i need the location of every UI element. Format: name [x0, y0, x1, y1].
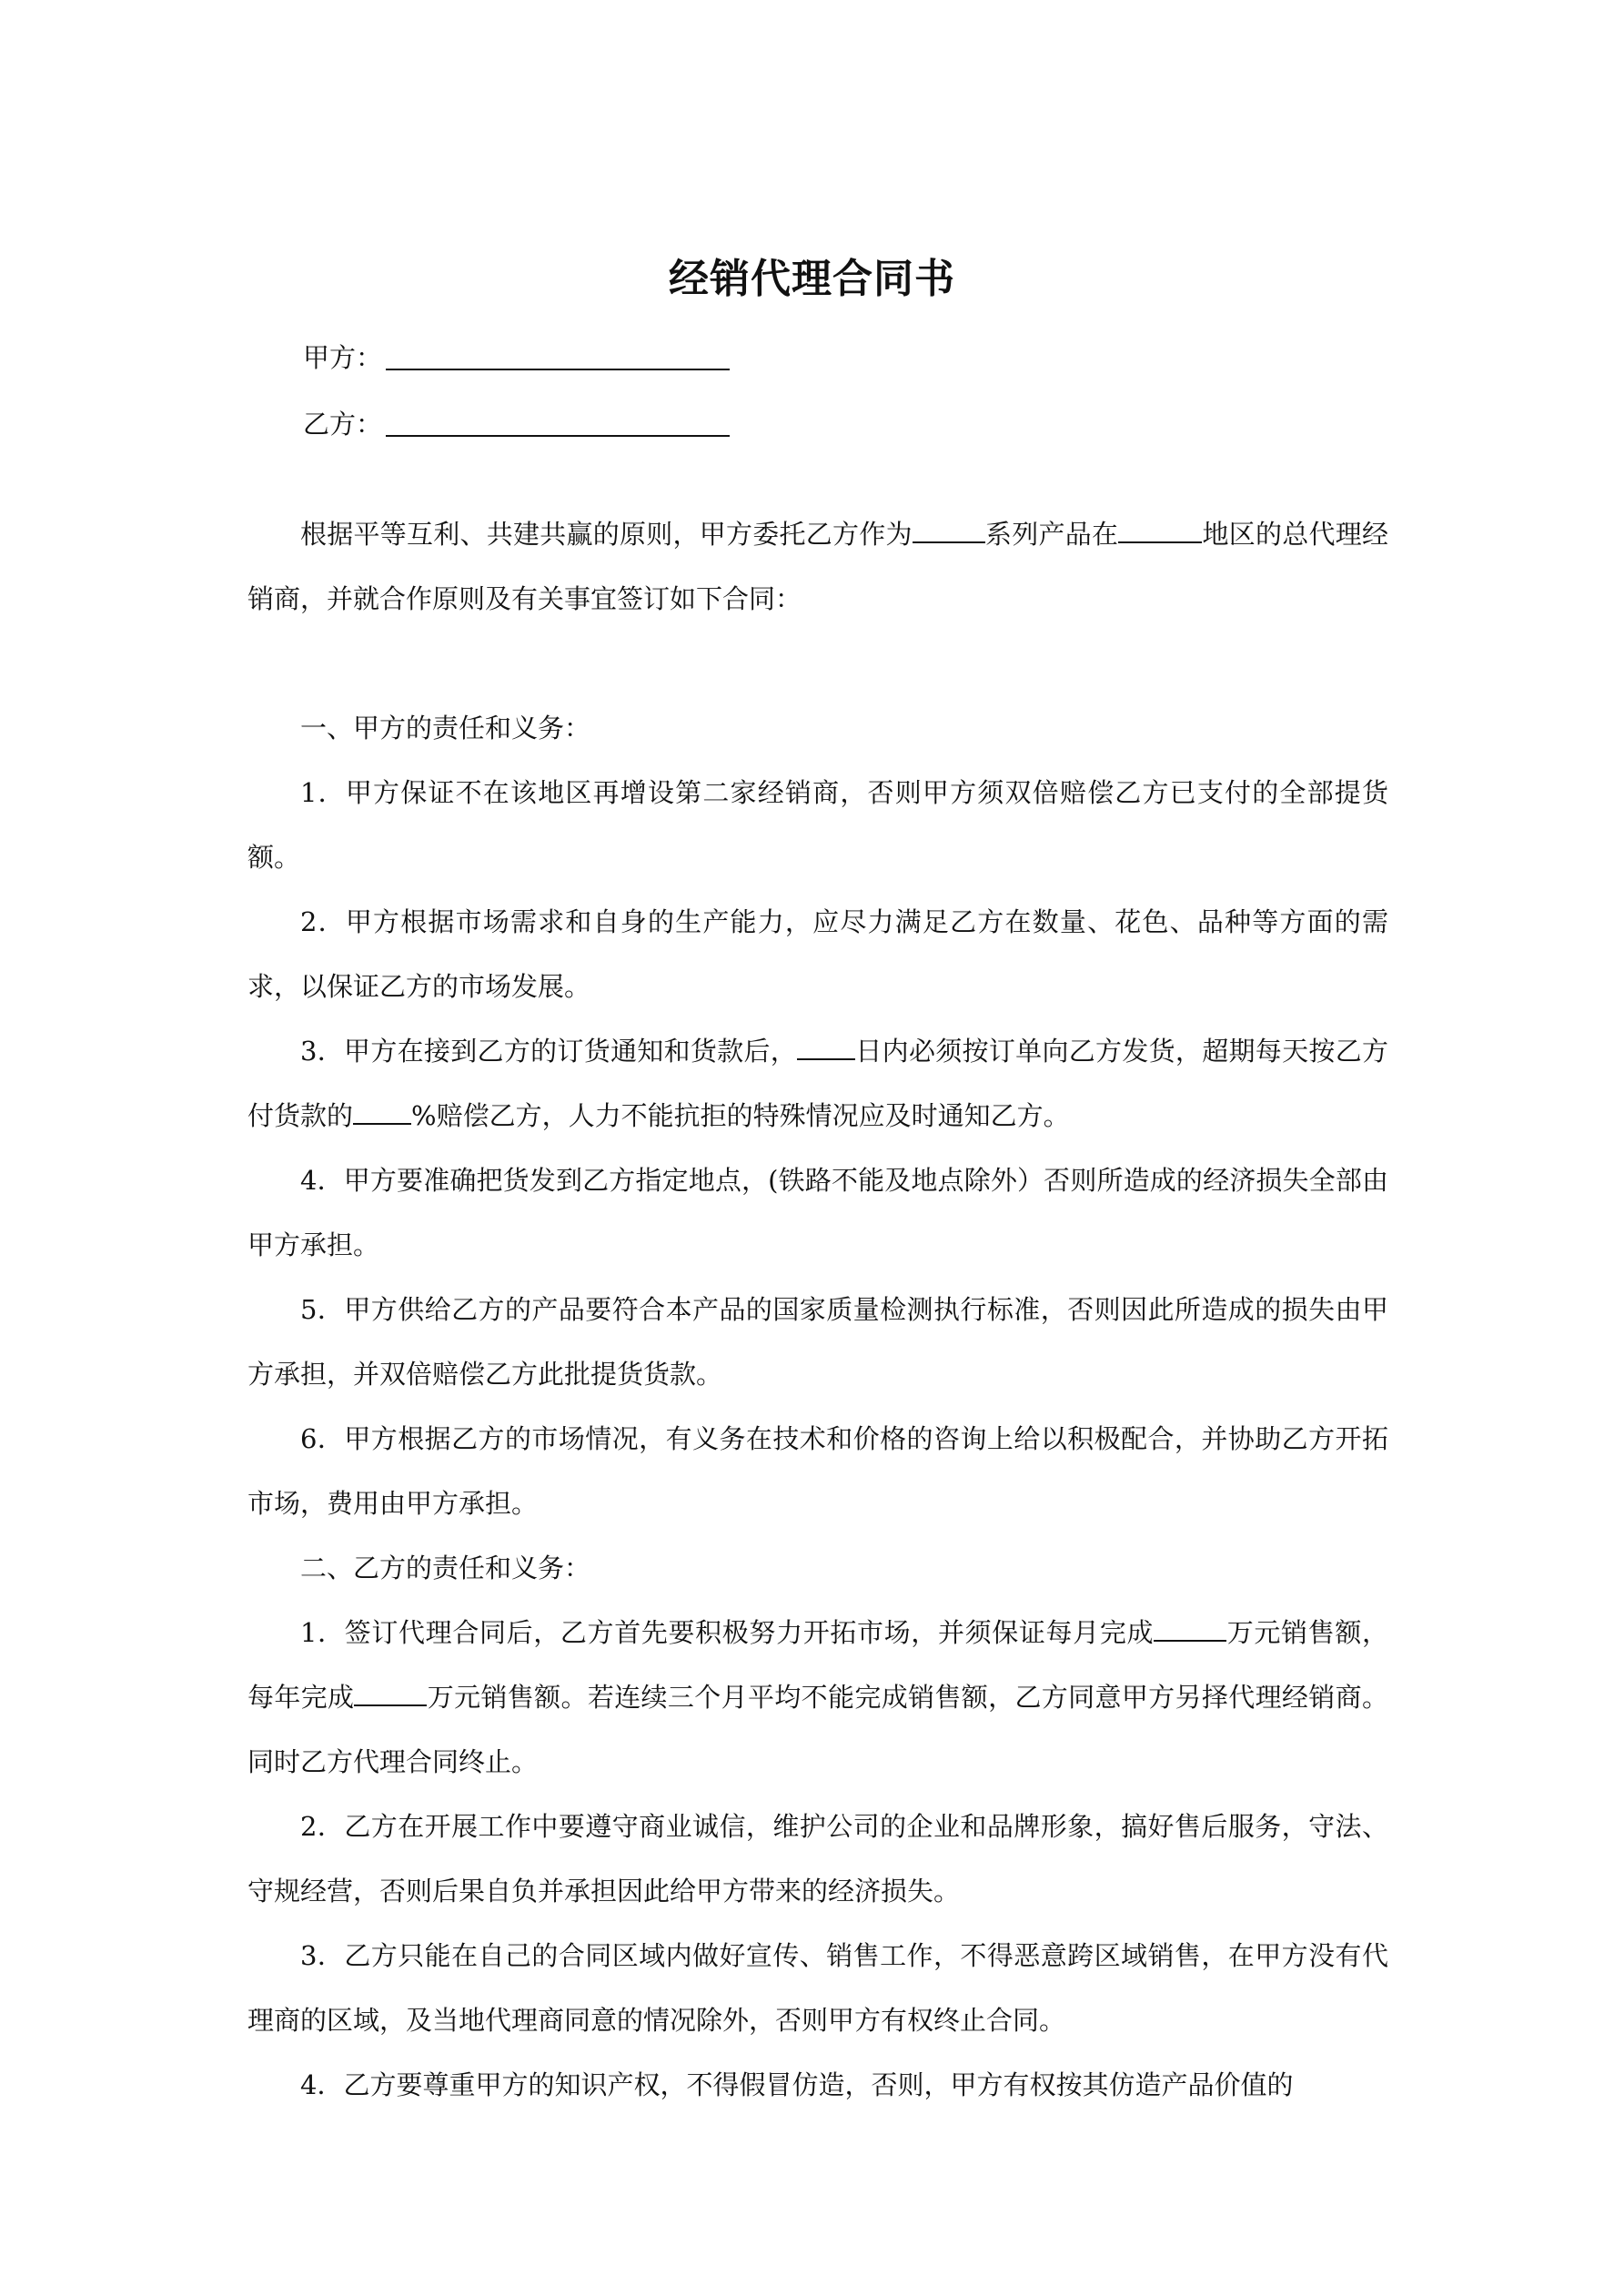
- section1-item4: 4．甲方要准确把货发到乙方指定地点，(铁路不能及地点除外）否则所造成的经济损失全部由甲方承担。: [247, 1165, 1388, 1260]
- section1-item3-text-1: 3．甲方在接到乙方的订货通知和货款后，: [300, 1036, 798, 1067]
- party-a-label: 甲方：: [303, 342, 383, 373]
- section2-item3: 3．乙方只能在自己的合同区域内做好宣传、销售工作，不得恶意跨区域销售，在甲方没有代理商的区域，及当地代理商同意的情况除外，否则甲方有权终止合同。: [247, 1940, 1388, 2036]
- section2-item1-text-2: 万元销售额，每年完成: [247, 1617, 1388, 1713]
- section1-item2: 2．甲方根据市场需求和自身的生产能力，应尽力满足乙方在数量、花色、品种等方面的需求，以保证乙方的市场发展。: [247, 906, 1388, 1002]
- intro-paragraph: [247, 502, 1388, 632]
- intro-text-2: 系列产品在: [984, 519, 1119, 550]
- section1-item5: 5．甲方供给乙方的产品要符合本产品的国家质量检测执行标准，否则因此所造成的损失由甲方承担，并双倍赔偿乙方此批提货货款。: [247, 1294, 1388, 1390]
- section2-item1: [247, 1601, 1388, 1795]
- section2-item4: 4．乙方要尊重甲方的知识产权，不得假冒仿造，否则，甲方有权按其仿造产品价值的: [300, 2069, 1294, 2100]
- party-a-line: [303, 339, 730, 376]
- party-a-blank: [386, 341, 730, 370]
- section1-item3-text-2: 日内必须按订单向乙方发货，超期每天按乙方付货款的: [247, 1036, 1388, 1131]
- party-b-blank: [386, 408, 730, 437]
- yearly-sales-blank: [354, 1674, 427, 1706]
- section1-item1: 1．甲方保证不在该地区再增设第二家经销商，否则甲方须双倍赔偿乙方已支付的全部提货额。: [247, 777, 1388, 873]
- contract-body: [247, 502, 1388, 2118]
- product-series-blank: [913, 511, 985, 543]
- section1-heading: 一、甲方的责任和义务：: [300, 713, 591, 743]
- party-b-label: 乙方：: [303, 409, 383, 440]
- section2-item1-text-3: 万元销售额。若连续三个月平均不能完成销售额，乙方同意甲方另择代理经销商。同时乙方代理合同终止。: [247, 1682, 1388, 1777]
- party-b-line: [303, 406, 730, 442]
- penalty-percent-blank: [353, 1092, 411, 1125]
- monthly-sales-blank: [1154, 1609, 1226, 1642]
- section2-item2: 2．乙方在开展工作中要遵守商业诚信，维护公司的企业和品牌形象，搞好售后服务，守法、守规经营，否则后果自负并承担因此给甲方带来的经济损失。: [247, 1811, 1388, 1907]
- section1-item3: [247, 1019, 1388, 1148]
- delivery-days-blank: [797, 1027, 855, 1060]
- intro-text-3: 地区的总代理经销商，并就合作原则及有关事宜签订如下合同：: [247, 519, 1388, 614]
- section2-item1-text-1: 1．签订代理合同后，乙方首先要积极努力开拓市场，并须保证每月完成: [300, 1617, 1155, 1648]
- intro-text-1: 根据平等互利、共建共赢的原则，甲方委托乙方作为: [300, 519, 913, 550]
- section1-item3-text-3: %赔偿乙方，人力不能抗拒的特殊情况应及时通知乙方。: [411, 1100, 1070, 1131]
- section1-item6: 6．甲方根据乙方的市场情况，有义务在技术和价格的咨询上给以积极配合，并协助乙方开拓市场，费用由甲方承担。: [247, 1423, 1388, 1519]
- region-blank: [1118, 511, 1202, 543]
- section2-heading: 二、乙方的责任和义务：: [300, 1553, 591, 1583]
- document-title: 经销代理合同书: [669, 256, 955, 302]
